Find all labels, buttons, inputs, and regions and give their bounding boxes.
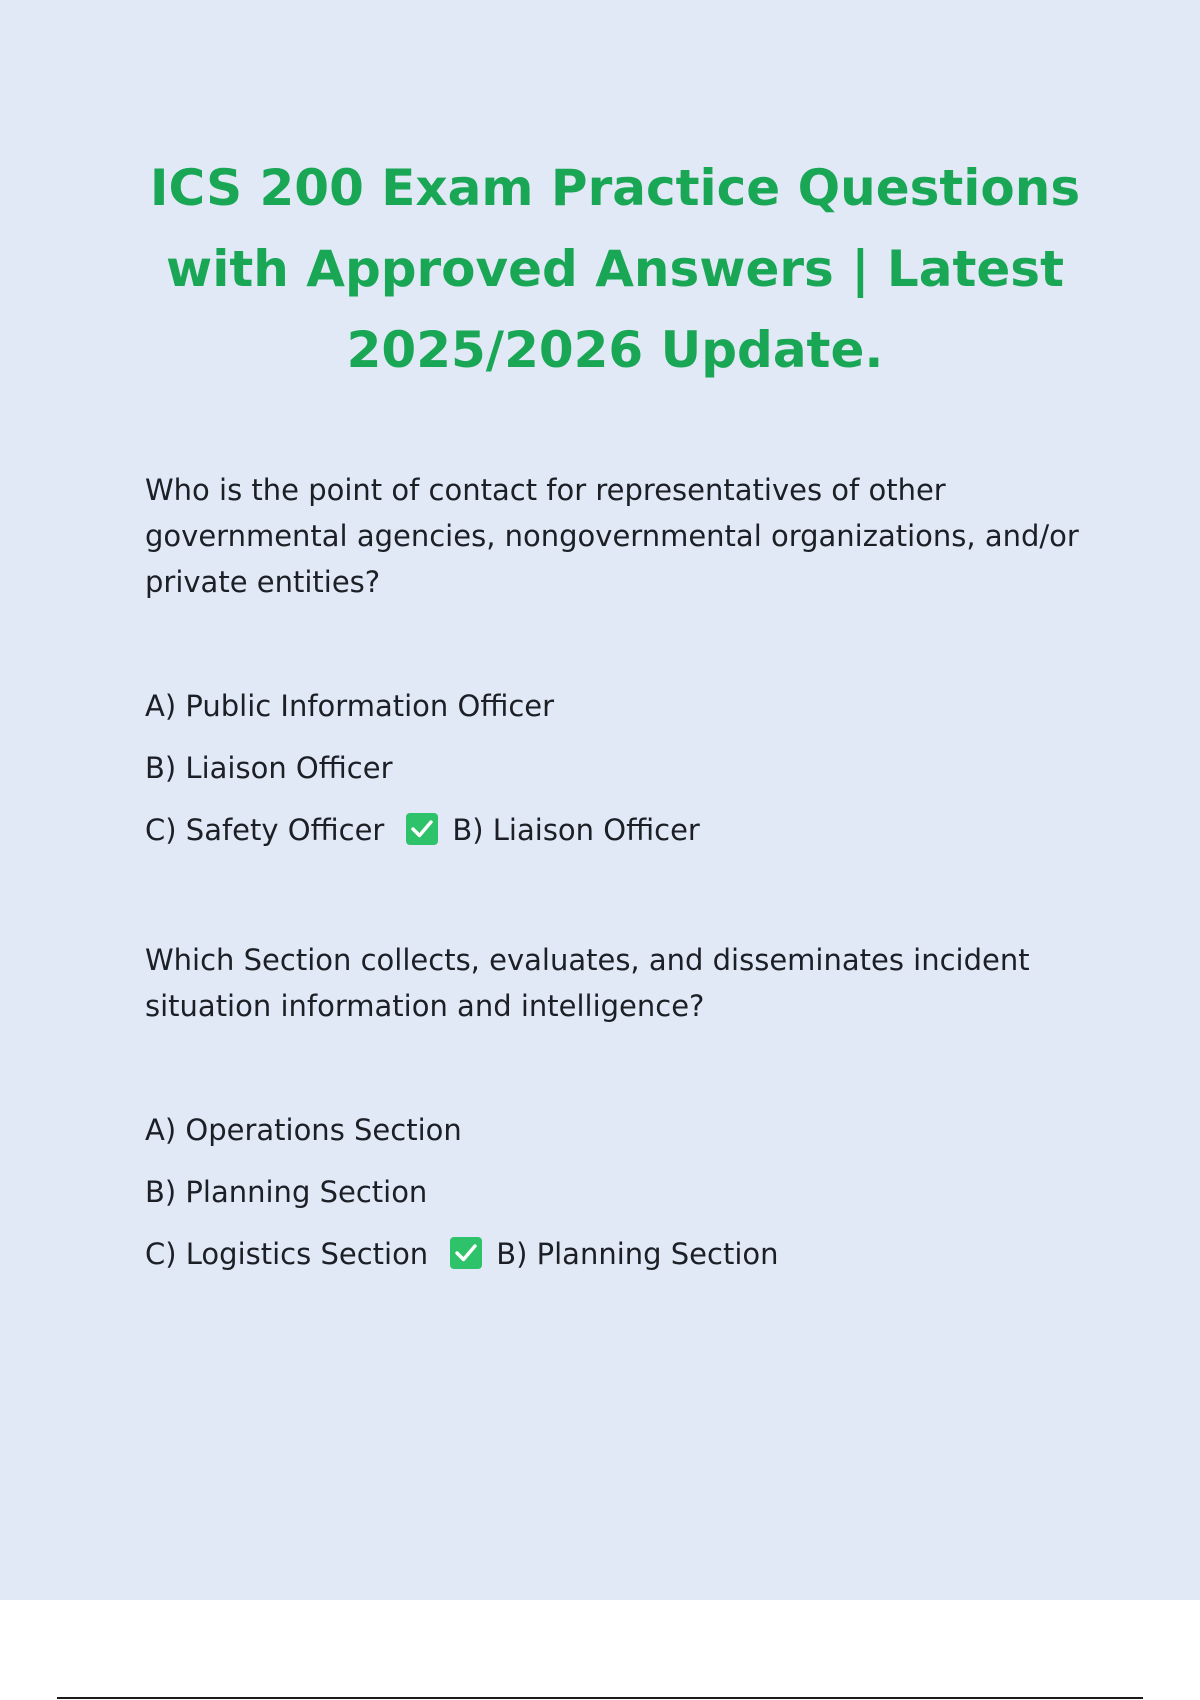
correct-answer: B) Planning Section: [496, 1237, 779, 1271]
correct-answer: B) Liaison Officer: [452, 813, 700, 847]
question-text: Which Section collects, evaluates, and disseminates incident situation information and intelligence?: [145, 943, 1030, 1023]
option-b: B) Liaison Officer: [145, 751, 393, 785]
question-text: Who is the point of contact for representatives of other governmental agencies, nongovernmental organizations, and/or private entities?: [145, 473, 1079, 599]
question-block: [145, 467, 1085, 861]
footer-divider: [57, 1697, 1143, 1699]
option-c-with-answer: [145, 1223, 1085, 1285]
document-title: ICS 200 Exam Practice Questions with Approved Answers | Latest 2025/2026 Update.: [149, 159, 1081, 379]
answer-options: [145, 1099, 1085, 1285]
check-mark-icon: [450, 1237, 482, 1269]
option-c: C) Safety Officer: [145, 813, 385, 847]
option-c-with-answer: [145, 799, 1085, 861]
option-a: A) Operations Section: [145, 1113, 462, 1147]
option-a: A) Public Information Officer: [145, 689, 555, 723]
answer-options: [145, 675, 1085, 861]
option-c: C) Logistics Section: [145, 1237, 429, 1271]
check-mark-icon: [406, 813, 438, 845]
option-b: B) Planning Section: [145, 1175, 428, 1209]
question-block: [145, 937, 1085, 1285]
